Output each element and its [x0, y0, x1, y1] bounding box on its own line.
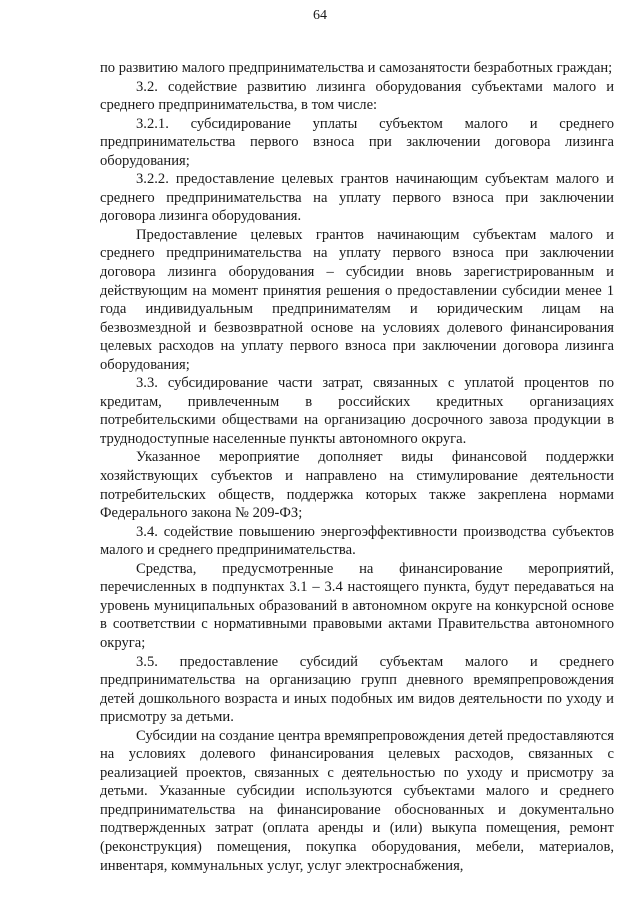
paragraph: 3.2. содействие развитию лизинга оборудования субъектами малого и среднего предпринимательства, в том числе:: [100, 78, 614, 114]
paragraph: Субсидии на создание центра времяпрепровождения детей предоставляются на условиях долевого финансирования целевых расходов, связанных с реализацией проектов, связанных с деятельностью по уходу и присмотру за детьми. Указанные субсидии используются субъектами малого и среднего предпринимательства на финансирование обоснованных и документально подтвержденных затрат (оплата аренды и (или) выкупа помещения, ремонт (реконструкция) помещения, покупка оборудования, мебели, материалов, инвентаря, коммунальных услуг, услуг электроснабжения,: [100, 727, 614, 874]
paragraph: Указанное мероприятие дополняет виды финансовой поддержки хозяйствующих субъектов и направлено на стимулирование деятельности потребительских обществ, поддержка которых также закреплена нормами Федерального закона № 209-ФЗ;: [100, 449, 614, 522]
paragraph: 3.3. субсидирование части затрат, связанных с уплатой процентов по кредитам, привлеченным в российских кредитных организациях потребительскими обществами на организацию досрочного завоза продукции в труднодоступные населенные пункты автономного округа.: [100, 375, 614, 447]
paragraph: 3.5. предоставление субсидий субъектам малого и среднего предпринимательства на организацию групп дневного времяпрепровождения детей дошкольного возраста и иных подобных им видов деятельности по уходу и присмотру за детьми.: [100, 653, 614, 726]
paragraph: 3.2.1. субсидирование уплаты субъектом малого и среднего предпринимательства первого взноса при заключении договора лизинга оборудования;: [100, 115, 614, 169]
paragraph: 3.2.2. предоставление целевых грантов начинающим субъектам малого и среднего предпринимательства на уплату первого взноса при заключении договора лизинга оборудования.: [100, 171, 614, 225]
paragraph: Предоставление целевых грантов начинающим субъектам малого и среднего предпринимательства на уплату первого взноса при заключении договора лизинга оборудования – субсидии вновь зарегистрированным и действующим на момент принятия решения о предоставлении субсидии менее 1 года индивидуальным предпринимателям и юридическим лицам на безвозмездной и безвозвратной основе на условиях долевого финансирования целевых расходов на уплату первого взноса при заключении договора лизинга оборудования;: [100, 226, 614, 373]
document-body: [100, 59, 614, 875]
page-number: 64: [313, 8, 327, 23]
paragraph: Средства, предусмотренные на финансирование мероприятий, перечисленных в подпунктах 3.1 – 3.4 настоящего пункта, будут передаваться на уровень муниципальных образований в автономном округе на конкурсной основе в соответствии с нормативными правовыми актами Правительства автономного округа;: [100, 560, 614, 651]
paragraph: по развитию малого предпринимательства и самозанятости безработных граждан;: [100, 60, 613, 76]
paragraph: 3.4. содействие повышению энергоэффективности производства субъектов малого и среднего предпринимательства.: [100, 523, 614, 559]
